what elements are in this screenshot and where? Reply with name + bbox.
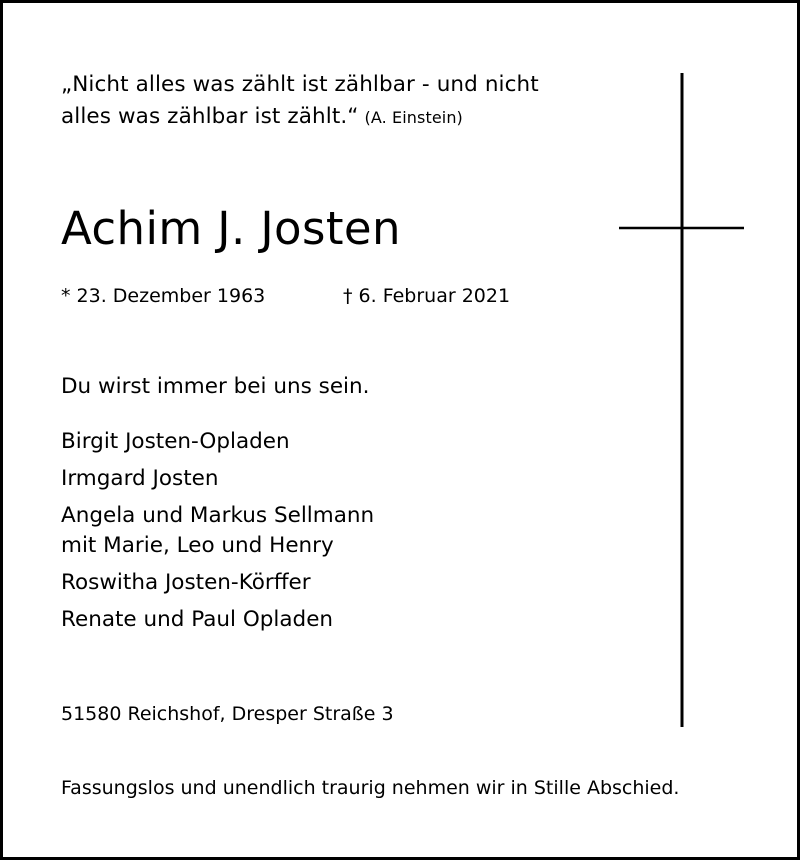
quote-attribution: (A. Einstein) [364, 108, 463, 127]
death-date: † 6. Februar 2021 [343, 285, 511, 307]
mourner-item: Angela und Markus Sellmann [61, 503, 375, 528]
quote-line-2-text: alles was zählbar ist zählt.“ [61, 104, 359, 129]
motto: Du wirst immer bei uns sein. [61, 374, 370, 399]
quote-line-1: „Nicht alles was zählt ist zählbar - und nicht [61, 72, 539, 97]
mourner-item: Birgit Josten-Opladen [61, 429, 290, 454]
mourner-item: Irmgard Josten [61, 466, 219, 491]
family-address: 51580 Reichshof, Dresper Straße 3 [61, 703, 394, 725]
latin-cross-icon [3, 3, 800, 863]
deceased-name: Achim J. Josten [61, 202, 401, 255]
mourner-item: mit Marie, Leo und Henry [61, 533, 334, 558]
mourner-item: Roswitha Josten-Körffer [61, 570, 311, 595]
birth-date: * 23. Dezember 1963 [61, 285, 266, 307]
closing-sentence: Fassungslos und unendlich traurig nehmen wir in Stille Abschied. [61, 777, 680, 799]
mourner-item: Renate und Paul Opladen [61, 607, 334, 632]
